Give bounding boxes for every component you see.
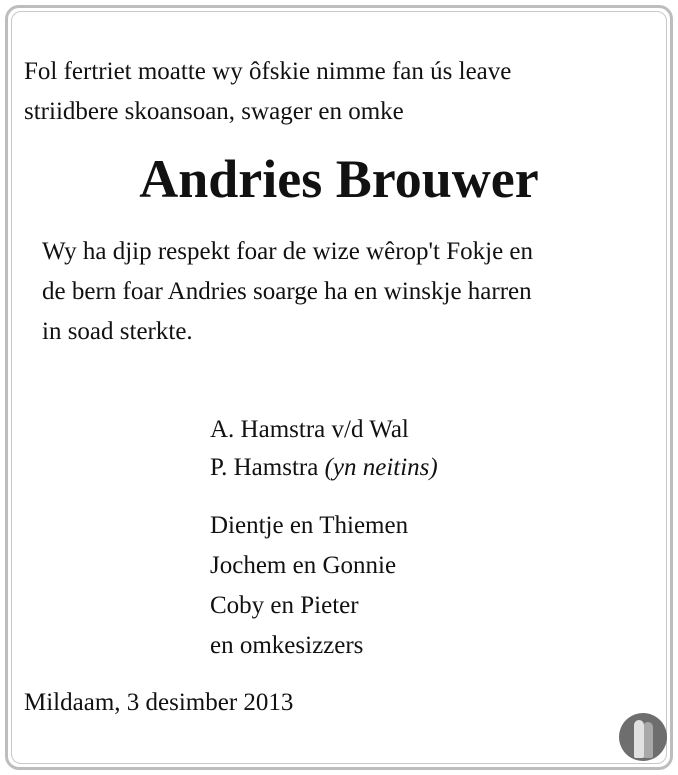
place-date: Mildaam, 3 desimber 2013 (24, 689, 294, 716)
signer-note: (yn neitins) (324, 454, 438, 481)
intro-line: Fol fertriet moatte wy ôfskie nimme fan ús leave (24, 58, 512, 85)
signer: Jochem en Gonnie (210, 552, 397, 579)
message-line: in soad sterkte. (42, 318, 193, 345)
signer (210, 455, 438, 480)
embrace-logo-icon (619, 713, 667, 761)
signer-name: P. Hamstra (210, 454, 319, 481)
signer: A. Hamstra v/d Wal (210, 416, 409, 443)
message-line: de bern foar Andries soarge ha en winskje harren (42, 278, 532, 305)
signer: Dientje en Thiemen (210, 512, 409, 539)
signer: en omkesizzers (210, 632, 364, 659)
intro-line: striidbere skoansoan, swager en omke (24, 98, 404, 125)
message-line: Wy ha djip respekt foar de wize wêrop't Fokje en (42, 238, 534, 265)
signer: Coby en Pieter (210, 592, 359, 619)
deceased-name: Andries Brouwer (139, 149, 539, 209)
